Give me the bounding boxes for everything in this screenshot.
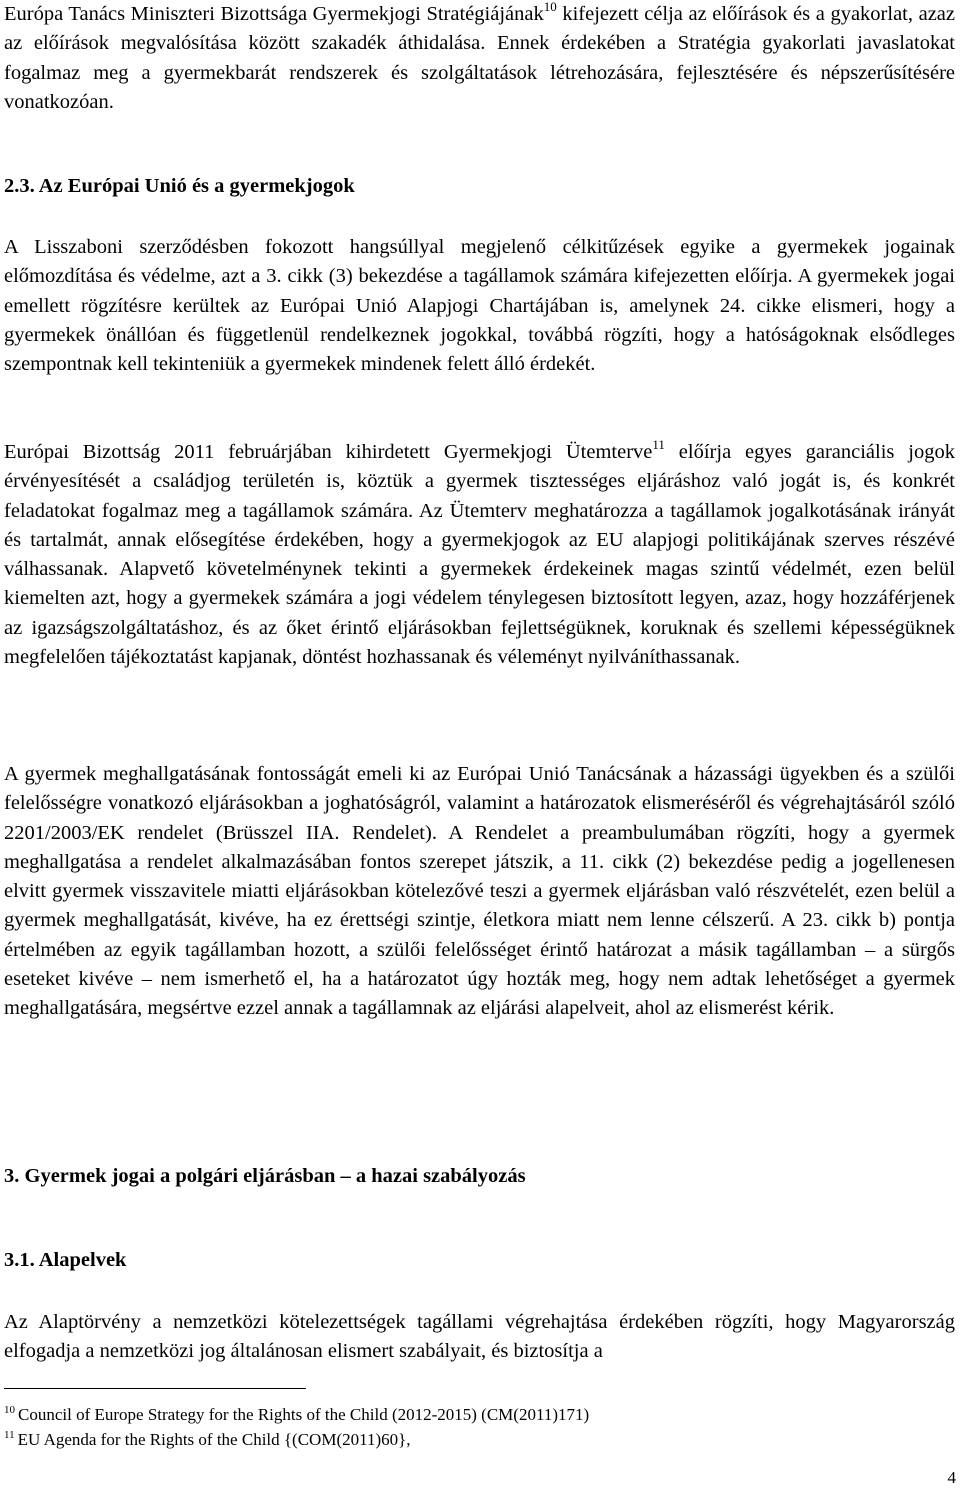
paragraph-eu-agenda	[4, 438, 955, 672]
paragraph-fundamental-law: Az Alaptörvény a nemzetközi kötelezettségek tagállami végrehajtása érdekében rögzíti, hogy Magyarország elfogadja a nemzetközi jog általánosan elismert szabályait, és biztosítja a	[4, 1311, 955, 1363]
footnote-reference-10[interactable]: 10	[543, 0, 557, 14]
page-number: 4	[947, 1468, 956, 1487]
paragraph-brussels-regulation: A gyermek meghallgatásának fontosságát emeli ki az Európai Unió Tanácsának a házassági ügyekben és a szülői felelősségre vonatkozó eljárásokban a joghatóságról, valamint a határozatok elismeréséről és végrehajtásáról szóló 2201/2003/EK rendelet (Brüsszel IIA. Rendelet). A Rendelet a preambulumában rögzíti, hogy a gyermek meghallgatása a rendelet alkalmazásában fontos szerepet játszik, a 11. cikk (2) bekezdése pedig a jogellenesen elvitt gyermek visszavitele miatti eljárásokban kötelezővé teszi a gyermek eljárásban való részvételét, ezen belül a gyermek meghallgatását, kivéve, ha ez érettségi szintje, életkora miatt nem lenne célszerű. A 23. cikk b) pontja értelmében az egyik tagállamban hozott, a szülői felelősséget érintő határozat a másik tagállamban – a sürgős eseteket kivéve – nem ismerhető el, ha a határozatot úgy hozták meg, hogy nem adtak lehetőséget a gyermek meghallgatására, megsértve ezzel annak a tagállamnak az eljárási alapelveit, ahol az elismerést kérik.	[4, 763, 955, 1020]
paragraph-lisbon-treaty: A Lisszaboni szerződésben fokozott hangsúllyal megjelenő célkitűzések egyike a gyermekek jogainak előmozdítása és védelme, azt a 3. cikk (3) bekezdése a tagállamok számára kifejezetten előírja. A gyermekek jogai emellett rögzítésre kerültek az Európai Unió Alapjogi Chartájában is, amelynek 24. cikke elismeri, hogy a gyermekek önállóan és függetlenül rendelkeznek jogokkal, továbbá rögzíti, hogy a hatóságoknak elsődleges szempontnak kell tekinteniük a gyermekek mindenek felett álló érdekét.	[4, 236, 955, 376]
paragraph-text: kifejezett célja az előírások és a gyakorlat, azaz az előírások megvalósítása között szakadék áthidalása. Ennek érdekében a Stratégia gyakorlati javaslatokat fogalmaz meg a gyermekbarát rendszerek és szolgáltatások létrehozására, fejlesztésére és népszerűsítésére vonatkozóan.	[4, 3, 955, 113]
footnote-number: 10	[4, 1404, 15, 1416]
section-heading-3: 3. Gyermek jogai a polgári eljárásban – a hazai szabályozás	[4, 1165, 526, 1187]
footnote-number: 11	[4, 1429, 15, 1441]
section-heading-3-1: 3.1. Alapelvek	[4, 1249, 127, 1271]
footnote-reference-11[interactable]: 11	[652, 437, 665, 452]
paragraph-europe-council-strategy	[4, 0, 955, 117]
footnote-10	[4, 1403, 589, 1427]
footnote-11	[4, 1428, 411, 1452]
paragraph-text: előírja egyes garanciális jogok érvényesítését a családjog területén is, köztük a gyermek tisztességes eljáráshoz való jogát is, és konkrét feladatokat fogalmaz meg a tagállamok számára. Az Ütemterv meghatározza a tagállamok jogalkotásának irányát és tartalmát, annak elősegítése érdekében, hogy a gyermekjogok az EU alapjogi politikájának szerves részévé válhassanak. Alapvető követelménynek tekinti a gyermekek érdekeinek magas szintű védelmét, ezen belül kiemelten azt, hogy a gyermekek számára a jogi védelem ténylegesen biztosított legyen, azaz, hogy hozzáférjenek az igazságszolgáltatáshoz, és az őket érintő eljárásokban fejlettségüknek, koruknak és szellemi képességüknek megfelelően tájékoztatást kapjanak, döntést hozhassanak és véleményt nyilváníthassanak.	[4, 441, 955, 669]
footnote-separator	[4, 1388, 306, 1389]
section-heading-2-3: 2.3. Az Európai Unió és a gyermekjogok	[4, 175, 355, 197]
paragraph-text: Európai Bizottság 2011 februárjában kihirdetett Gyermekjogi Ütemterve	[4, 441, 653, 463]
footnote-text: EU Agenda for the Rights of the Child {(COM(2011)60},	[17, 1430, 411, 1449]
footnote-text: Council of Europe Strategy for the Rights of the Child (2012-2015) (CM(2011)171)	[18, 1405, 590, 1424]
paragraph-text: Európa Tanács Miniszteri Bizottsága Gyermekjogi Stratégiájának	[4, 3, 544, 25]
